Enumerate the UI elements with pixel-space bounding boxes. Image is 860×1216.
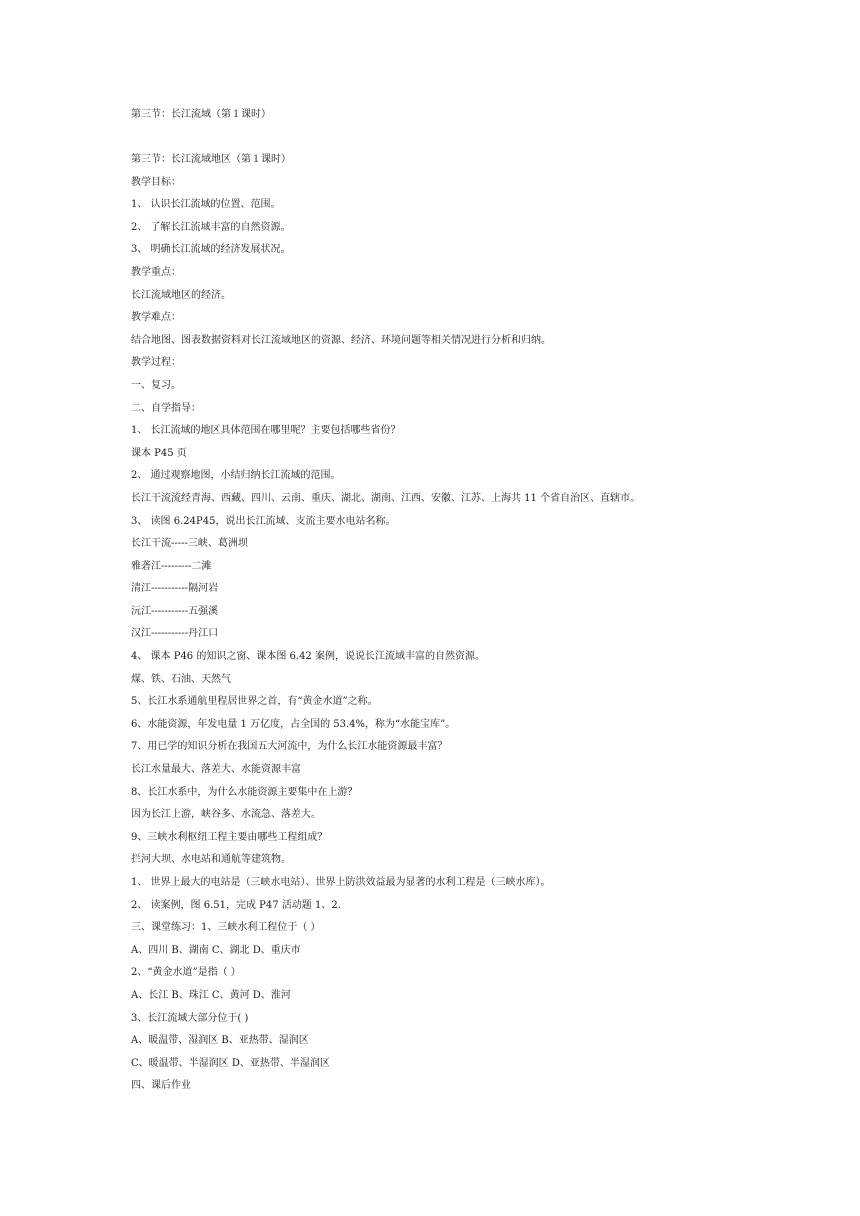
text-line: 二、自学指导： [131, 402, 201, 414]
text-line: 9、三峡水利枢纽工程主要由哪些工程组成？ [131, 831, 328, 843]
text-line: 1、 认识长江流域的位置、范围。 [131, 199, 281, 211]
text-line: 长江干流-----三峡、葛洲坝 [131, 538, 248, 550]
document-body [131, 153, 640, 1102]
text-line: A、长江 B、珠江 C、黄河 D、淮河 [131, 989, 291, 1001]
text-line: 四、课后作业 [131, 1080, 191, 1092]
text-line: 教学重点： [131, 266, 181, 278]
text-line: 教学过程： [131, 357, 181, 369]
text-line: 汉江-----------丹江口 [131, 628, 219, 640]
text-line: 2、 了解长江流域丰富的自然资源。 [131, 221, 291, 233]
text-line: 沅江-----------五强溪 [131, 605, 219, 617]
text-line: 长江流域地区的经济。 [131, 289, 231, 301]
text-line: 三、课堂练习：1、三峡水利工程位于（ ） [131, 922, 321, 934]
text-line: 2、 读案例，图 6.51，完成 P47 活动题 1、2. [131, 899, 341, 911]
text-line: A、四川 B、湖南 C、湖北 D、重庆市 [131, 944, 301, 956]
text-line: 2、 通过观察地图，小结归纳长江流域的范围。 [131, 470, 341, 482]
text-line: 8、长江水系中，为什么水能资源主要集中在上游？ [131, 786, 358, 798]
text-line: 长江水量最大、落差大、水能资源丰富 [131, 764, 301, 776]
text-line: 一、复习。 [131, 379, 181, 391]
text-line: 4、 课本 P46 的知识之窗、课本图 6.42 案例，说说长江流域丰富的自然资源。 [131, 651, 485, 663]
text-line: 教学难点： [131, 312, 181, 324]
text-line: 清江-----------隔河岩 [131, 583, 219, 595]
text-line: 1、 世界上最大的电站是（三峡水电站）、世界上防洪效益最为显著的水利工程是（三峡水库）。 [131, 877, 551, 888]
text-line: 1、 长江流域的地区具体范围在哪里呢？主要包括哪些省份？ [131, 425, 401, 437]
text-line: 雅砻江---------二滩 [131, 560, 212, 572]
text-line: 长江干流流经青海、西藏、四川、云南、重庆、湖北、湖南、江西、安徽、江苏、上海共 11 个省自治区、直辖市。 [131, 492, 641, 504]
text-line: 教学目标： [131, 176, 181, 188]
text-line: 课本 P45 页 [131, 447, 187, 459]
text-line: 2、“黄金水道”是指（ ） [131, 967, 241, 979]
text-line: 6、水能资源，年发电量 1 万亿度，占全国的 53.4%，称为“水能宝库”。 [131, 718, 456, 730]
text-line: 3、 明确长江流域的经济发展状况。 [131, 244, 291, 256]
text-line: 3、 读图 6.24P45，说出长江流域、支流主要水电站名称。 [131, 515, 396, 527]
text-line: 第三节：长江流域地区（第１课时） [131, 154, 291, 165]
text-line: 5、长江水系通航里程居世界之首，有“黄金水道”之称。 [131, 696, 378, 708]
text-line: C、暖温带、半湿润区 D、亚热带、半湿润区 [131, 1057, 330, 1069]
text-line: 结合地图、图表数据资料对长江流域地区的资源、经济、环境问题等相关情况进行分析和归纳。 [131, 334, 551, 346]
text-line: A、暖温带、湿润区 B、亚热带、湿润区 [131, 1035, 309, 1047]
text-line: 7、用已学的知识分析在我国五大河流中，为什么长江水能资源最丰富？ [131, 741, 448, 753]
text-line: 3、长江流域大部分位于( ) [131, 1012, 249, 1024]
text-line: 拦河大坝、水电站和通航等建筑物。 [131, 854, 291, 866]
text-line: 煤、铁、石油、天然气 [131, 673, 231, 685]
text-line: 因为长江上游，峡谷多、水流急、落差大。 [131, 809, 321, 821]
document-title: 第三节：长江流域（第１课时） [131, 109, 271, 120]
